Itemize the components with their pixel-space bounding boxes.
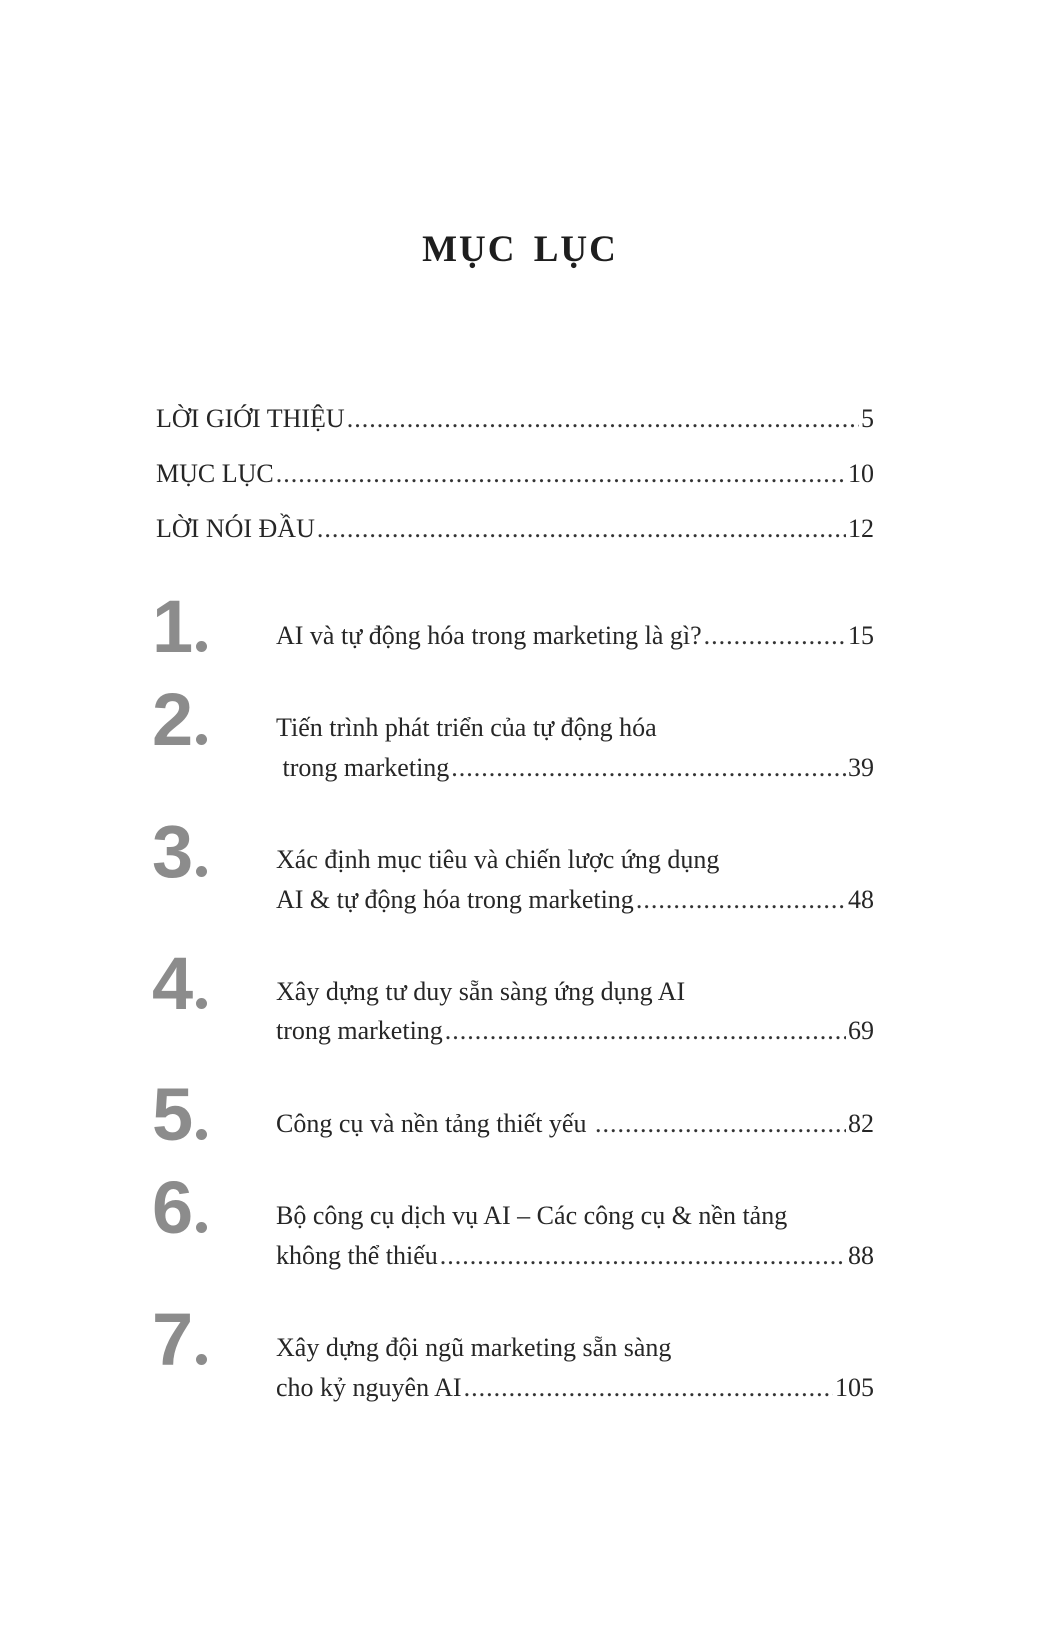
toc-entry-chapter-5[interactable]: [276, 1109, 874, 1139]
toc-entry-introduction[interactable]: [156, 404, 874, 434]
toc-entry-page: 10: [848, 459, 874, 488]
chapter-title: cho kỷ nguyên AI: [276, 1373, 462, 1402]
toc-entry-preface[interactable]: [156, 514, 874, 544]
chapter-number: 3: [152, 815, 207, 889]
page-title: MỤC LỤC: [422, 229, 618, 270]
toc-entry-chapter-3[interactable]: [276, 885, 874, 915]
toc-entry-page: 5: [861, 404, 874, 433]
dot-leader: [317, 514, 846, 544]
chapter-number: 6: [152, 1171, 207, 1245]
dot-leader: [276, 459, 846, 489]
toc-entry-page: 69: [848, 1016, 874, 1045]
toc-entry-label: MỤC LỤC: [156, 459, 274, 488]
dot-leader: [347, 404, 859, 434]
chapter-title: không thể thiếu: [276, 1241, 438, 1270]
dot-leader: [636, 885, 846, 915]
chapter-title-line1: Xây dựng đội ngũ marketing sẵn sàng: [276, 1333, 672, 1362]
toc-entry-page: 105: [835, 1373, 874, 1402]
toc-entry-chapter-7[interactable]: [276, 1373, 874, 1403]
chapter-title-line1: Bộ công cụ dịch vụ AI – Các công cụ & nền tảng: [276, 1201, 788, 1230]
chapter-title: AI & tự động hóa trong marketing: [276, 885, 634, 914]
toc-entry-page: 88: [848, 1241, 874, 1270]
chapter-number: 7: [152, 1303, 207, 1377]
dot-leader: [440, 1241, 846, 1271]
toc-entry-chapter-6[interactable]: [276, 1241, 874, 1271]
dot-leader: [451, 753, 846, 783]
toc-entry-label: LỜI GIỚI THIỆU: [156, 404, 345, 433]
chapter-number: 5: [152, 1078, 207, 1152]
chapter-title: Công cụ và nền tảng thiết yếu: [276, 1109, 593, 1138]
chapter-title-line1: Tiến trình phát triển của tự động hóa: [276, 713, 657, 742]
toc-entry-contents[interactable]: [156, 459, 874, 489]
chapter-title: AI và tự động hóa trong marketing là gì?: [276, 621, 702, 650]
dot-leader: [595, 1109, 846, 1139]
toc-entry-chapter-2[interactable]: [276, 753, 874, 783]
toc-entry-page: 15: [848, 621, 874, 650]
chapter-number: 2: [152, 683, 207, 757]
dot-leader: [704, 621, 846, 651]
toc-entry-page: 39: [848, 753, 874, 782]
chapter-number: 4: [152, 947, 207, 1021]
chapter-title-line1: Xây dựng tư duy sẵn sàng ứng dụng AI: [276, 977, 686, 1006]
toc-entry-page: 82: [848, 1109, 874, 1138]
toc-entry-label: LỜI NÓI ĐẦU: [156, 514, 315, 543]
chapter-title: trong marketing: [276, 753, 450, 782]
toc-entry-chapter-4[interactable]: [276, 1016, 874, 1046]
toc-entry-page: 12: [848, 514, 874, 543]
toc-entry-chapter-1[interactable]: [276, 621, 874, 651]
dot-leader: [464, 1373, 833, 1403]
dot-leader: [445, 1016, 846, 1046]
chapter-title: trong marketing: [276, 1016, 443, 1045]
chapter-number: 1: [152, 590, 207, 664]
toc-entry-page: 48: [848, 885, 874, 914]
chapter-title-line1: Xác định mục tiêu và chiến lược ứng dụng: [276, 845, 720, 874]
